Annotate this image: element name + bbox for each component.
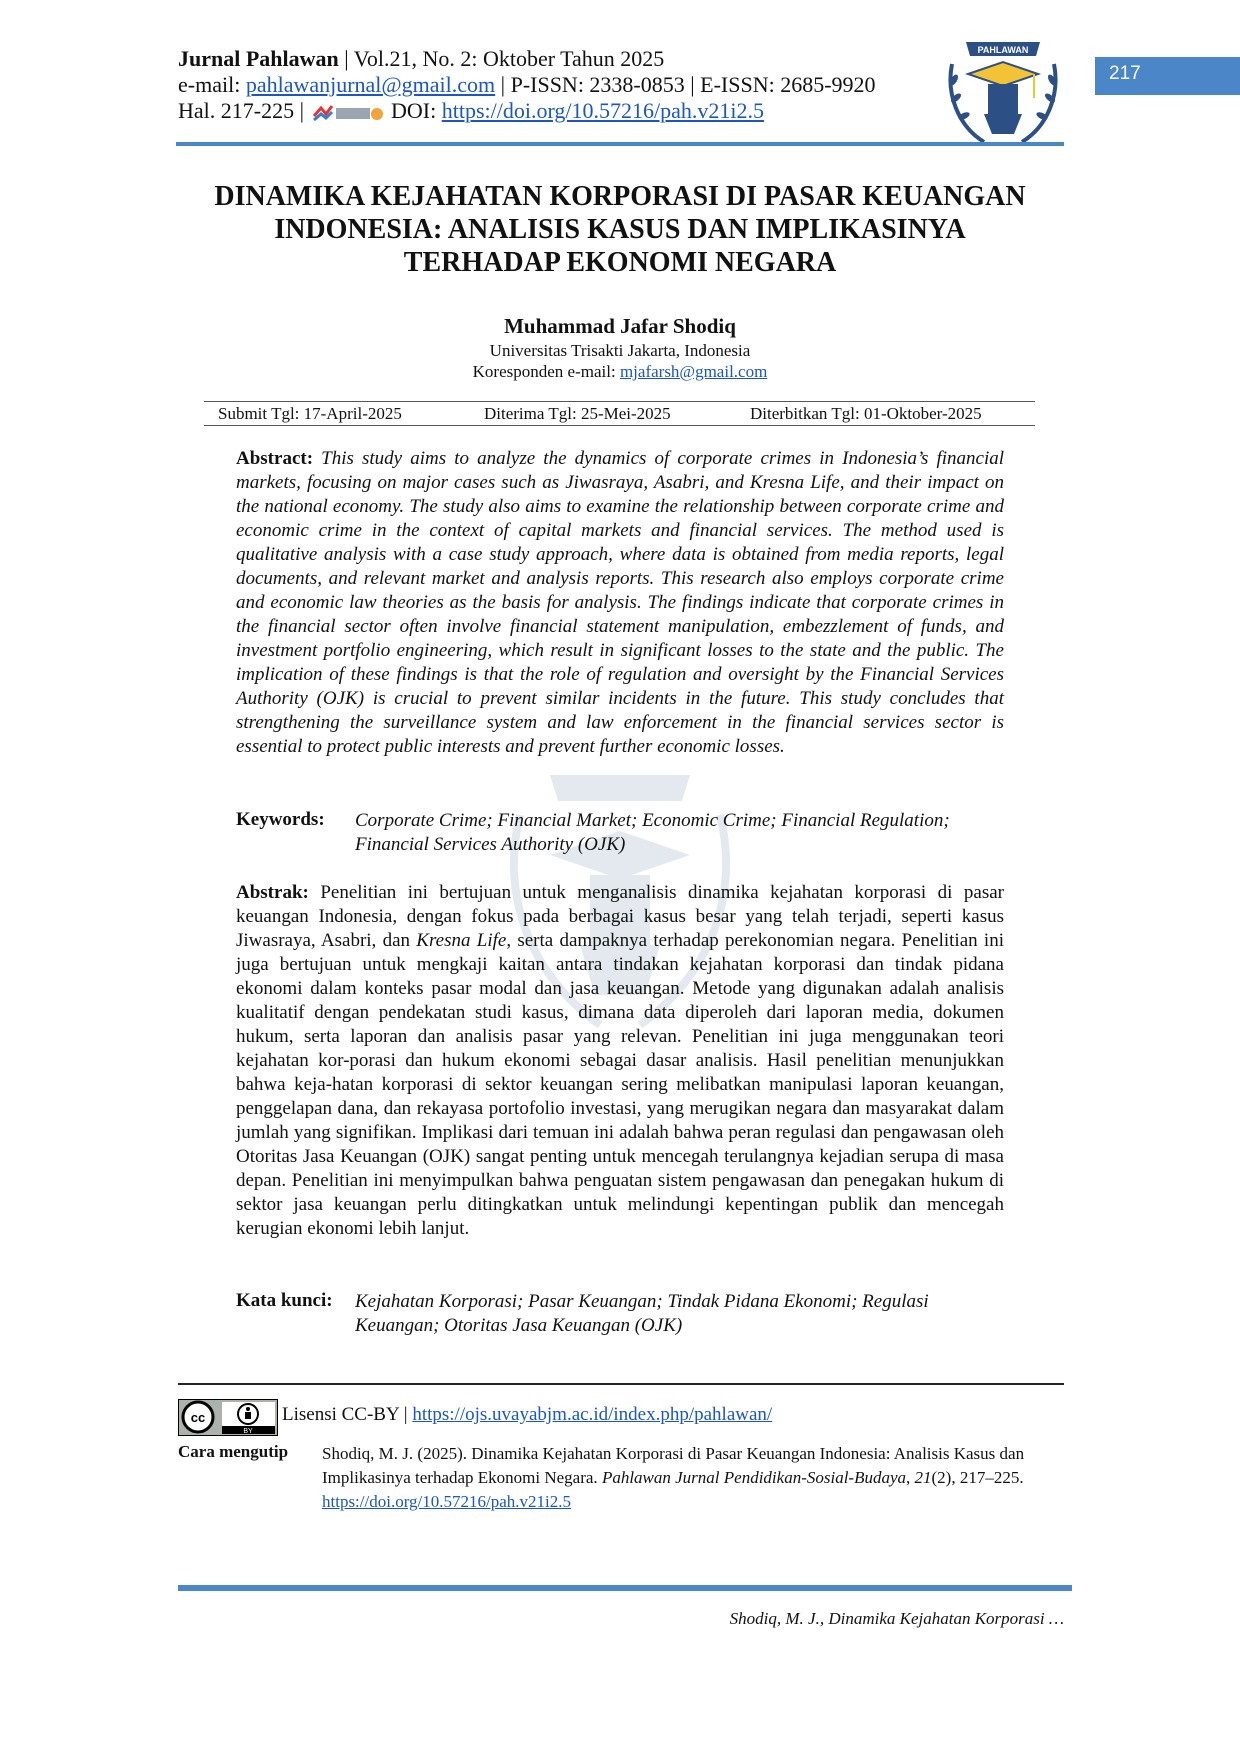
doi-label: DOI: [391, 98, 437, 123]
citation-separator: , [906, 1468, 911, 1487]
published-date: Diterbitkan Tgl: 01-Oktober-2025 [750, 404, 982, 423]
license-label: Lisensi CC-BY | [282, 1404, 408, 1425]
author-affiliation [150, 340, 1090, 382]
journal-volume: Vol.21, No. 2: Oktober Tahun 2025 [353, 46, 665, 71]
abstract-label: Abstract: [236, 448, 314, 469]
correspondent-label: Koresponden e-mail: [472, 362, 616, 381]
abstract-text: This study aims to analyze the dynamics of corporate crimes in Indonesia’s financial markets, focusing on major cases such as Jiwasraya, Asabri, and Kresna Life, and their impact on the national economy. The study also aims to examine the relationship between corporate crime and economic crime in the context of capital markets and financial services. The method used is qualitative analysis with a case study approach, where data is obtained from media reports, legal documents, and relevant market and analysis reports. This research also employs corporate crime and economic law theories as the basis for analysis. The findings indicate that corporate crimes in the financial sector often involve financial statement manipulation, embezzlement of funds, and investment portfolio engineering, which result in significant losses to the state and the public. The implication of these findings is that the role of regulation and oversight by the Financial Services Authority (OJK) is crucial to prevent similar incidents in the future. This study concludes that strengthening the surveillance system and law enforcement in the financial services sector is essential to protect public interests and prevent further economic losses. [236, 448, 1004, 757]
article-title [150, 180, 1090, 279]
citation-doi-link[interactable]: https://doi.org/10.57216/pah.v21i2.5 [322, 1492, 572, 1511]
running-footer: Shodiq, M. J., Dinamika Kejahatan Korporasi … [729, 1609, 1064, 1628]
citation-text [322, 1442, 1064, 1514]
journal-header [178, 46, 876, 124]
journal-logo-text: PAHLAWAN [977, 45, 1029, 55]
header-rule [176, 142, 1064, 146]
abstrak-text-part1: Penelitian ini bertujuan untuk menganalisis dinamika kejahatan korporasi di pasar keuangan Indonesia, dengan fokus pada berbagai kasus besar yang telah terjadi, seperti kasus Jiwasraya, Asabri, dan [236, 882, 1005, 951]
journal-logo-icon [944, 34, 1062, 152]
page-number-badge: 217 [1095, 57, 1240, 95]
author-name: Muhammad Jafar Shodiq [504, 314, 736, 338]
abstrak-text-part2: , serta dampaknya terhadap perekonomian negara. Penelitian ini juga bertujuan untuk mengkaji kaitan antara tindakan kejahatan korporasi dan tindak pidana ekonomi dalam konteks pasar modal dan jasa keuangan. Metode yang digunakan adalah analisis kualitatif dengan pendekatan studi kasus, dimana data diperoleh dari laporan media, dokumen hukum, serta laporan dan analisis pasar yang relevan. Penelitian ini juga menggunakan teori kejahatan kor-porasi dan hukum ekonomi sebagai dasar analisis. Hasil penelitian menunjukkan bahwa keja-hatan korporasi di sektor keuangan sering melibatkan manipulasi laporan keuangan, penggelapan dana, dan rekayasa portofolio investasi, yang merugikan negara dan masyarakat dalam jumlah yang signifikan. Implikasi dari temuan ini adalah bahwa peran regulasi dan pengawasan oleh Otoritas Jasa Keuangan (OJK) sangat penting untuk mencegah terulangnya kejadian serupa di masa depan. Penelitian ini menyimpulkan bahwa penguatan sistem pengawasan dan penegakan hukum di sektor jasa keuangan perlu ditingkatkan untuk melindungi kepentingan publik dan mencegah kerugian ekonomi lebih lanjut. [236, 930, 1004, 1239]
citation-volume: 21 [914, 1468, 932, 1487]
footer-rule [178, 1383, 1064, 1385]
cc-badge-text: BY [243, 1428, 253, 1435]
correspondent-line [150, 361, 1090, 382]
abstract-english [236, 447, 1004, 759]
abstrak-text-italic: Kresna Life [416, 930, 507, 951]
journal-name: Jurnal Pahlawan [178, 46, 339, 71]
keywords-list: Corporate Crime; Financial Market; Economic Crime; Financial Regulation; Financial Services Authority (OJK) [355, 810, 950, 855]
footer-bottom-rule [178, 1585, 1072, 1591]
citation-issue-pages: (2), 217–225. [931, 1468, 1024, 1487]
affiliation: Universitas Trisakti Jakarta, Indonesia [489, 341, 751, 360]
license-line [282, 1404, 772, 1426]
correspondent-email-link[interactable]: mjafarsh@gmail.com [619, 362, 768, 381]
submit-date: Submit Tgl: 17-April-2025 [218, 404, 402, 423]
crossref-icon [312, 102, 384, 124]
abstract-indonesian [236, 881, 1004, 1241]
license-url-link[interactable]: https://ojs.uvayabjm.ac.id/index.php/pahlawan/ [412, 1404, 773, 1425]
keywords-label: Keywords: [236, 809, 325, 830]
header-line-3: Hal. 217-225 | DOI: https://doi.org/10.57216/pah.v21i2.5 [178, 98, 764, 123]
journal-email-link[interactable]: pahlawanjurnal@gmail.com [245, 72, 496, 97]
citation-main: Shodiq, M. J. (2025). Dinamika Kejahatan Korporasi di Pasar Keuangan Indonesia: Analisis Kasus dan Implikasinya terhadap Ekonomi Negara. [322, 1444, 1025, 1487]
title-line: INDONESIA: ANALISIS KASUS DAN IMPLIKASINYA [274, 214, 966, 245]
title-line: TERHADAP EKONOMI NEGARA [403, 247, 837, 278]
page-range: Hal. 217-225 [178, 98, 295, 123]
dates-top-rule [204, 401, 1035, 402]
abstrak-label: Abstrak: [236, 882, 309, 903]
e-issn: E-ISSN: 2685-9920 [700, 72, 876, 97]
title-line: DINAMIKA KEJAHATAN KORPORASI DI PASAR KEUANGAN [214, 181, 1026, 212]
p-issn: P-ISSN: 2338-0853 [510, 72, 685, 97]
svg-text:cc: cc [190, 1410, 206, 1425]
kata-kunci-list: Kejahatan Korporasi; Pasar Keuangan; Tindak Pidana Ekonomi; Regulasi Keuangan; Otoritas Jasa Keuangan (OJK) [355, 1291, 929, 1336]
header-line-1: Jurnal Pahlawan | Vol.21, No. 2: Oktober Tahun 2025 [178, 46, 665, 71]
kata-kunci-label: Kata kunci: [236, 1290, 333, 1311]
header-line-2: e-mail: pahlawanjurnal@gmail.com | P-ISSN: 2338-0853 | E-ISSN: 2685-9920 [178, 72, 876, 97]
doi-link[interactable]: https://doi.org/10.57216/pah.v21i2.5 [441, 98, 764, 123]
citation-label: Cara mengutip [178, 1442, 289, 1461]
received-date: Diterima Tgl: 25-Mei-2025 [484, 404, 671, 423]
dates-bottom-rule [204, 425, 1035, 426]
email-label: e-mail: [178, 72, 241, 97]
citation-journal: Pahlawan Jurnal Pendidikan-Sosial-Budaya [601, 1468, 907, 1487]
cc-by-license-icon [178, 1399, 278, 1436]
